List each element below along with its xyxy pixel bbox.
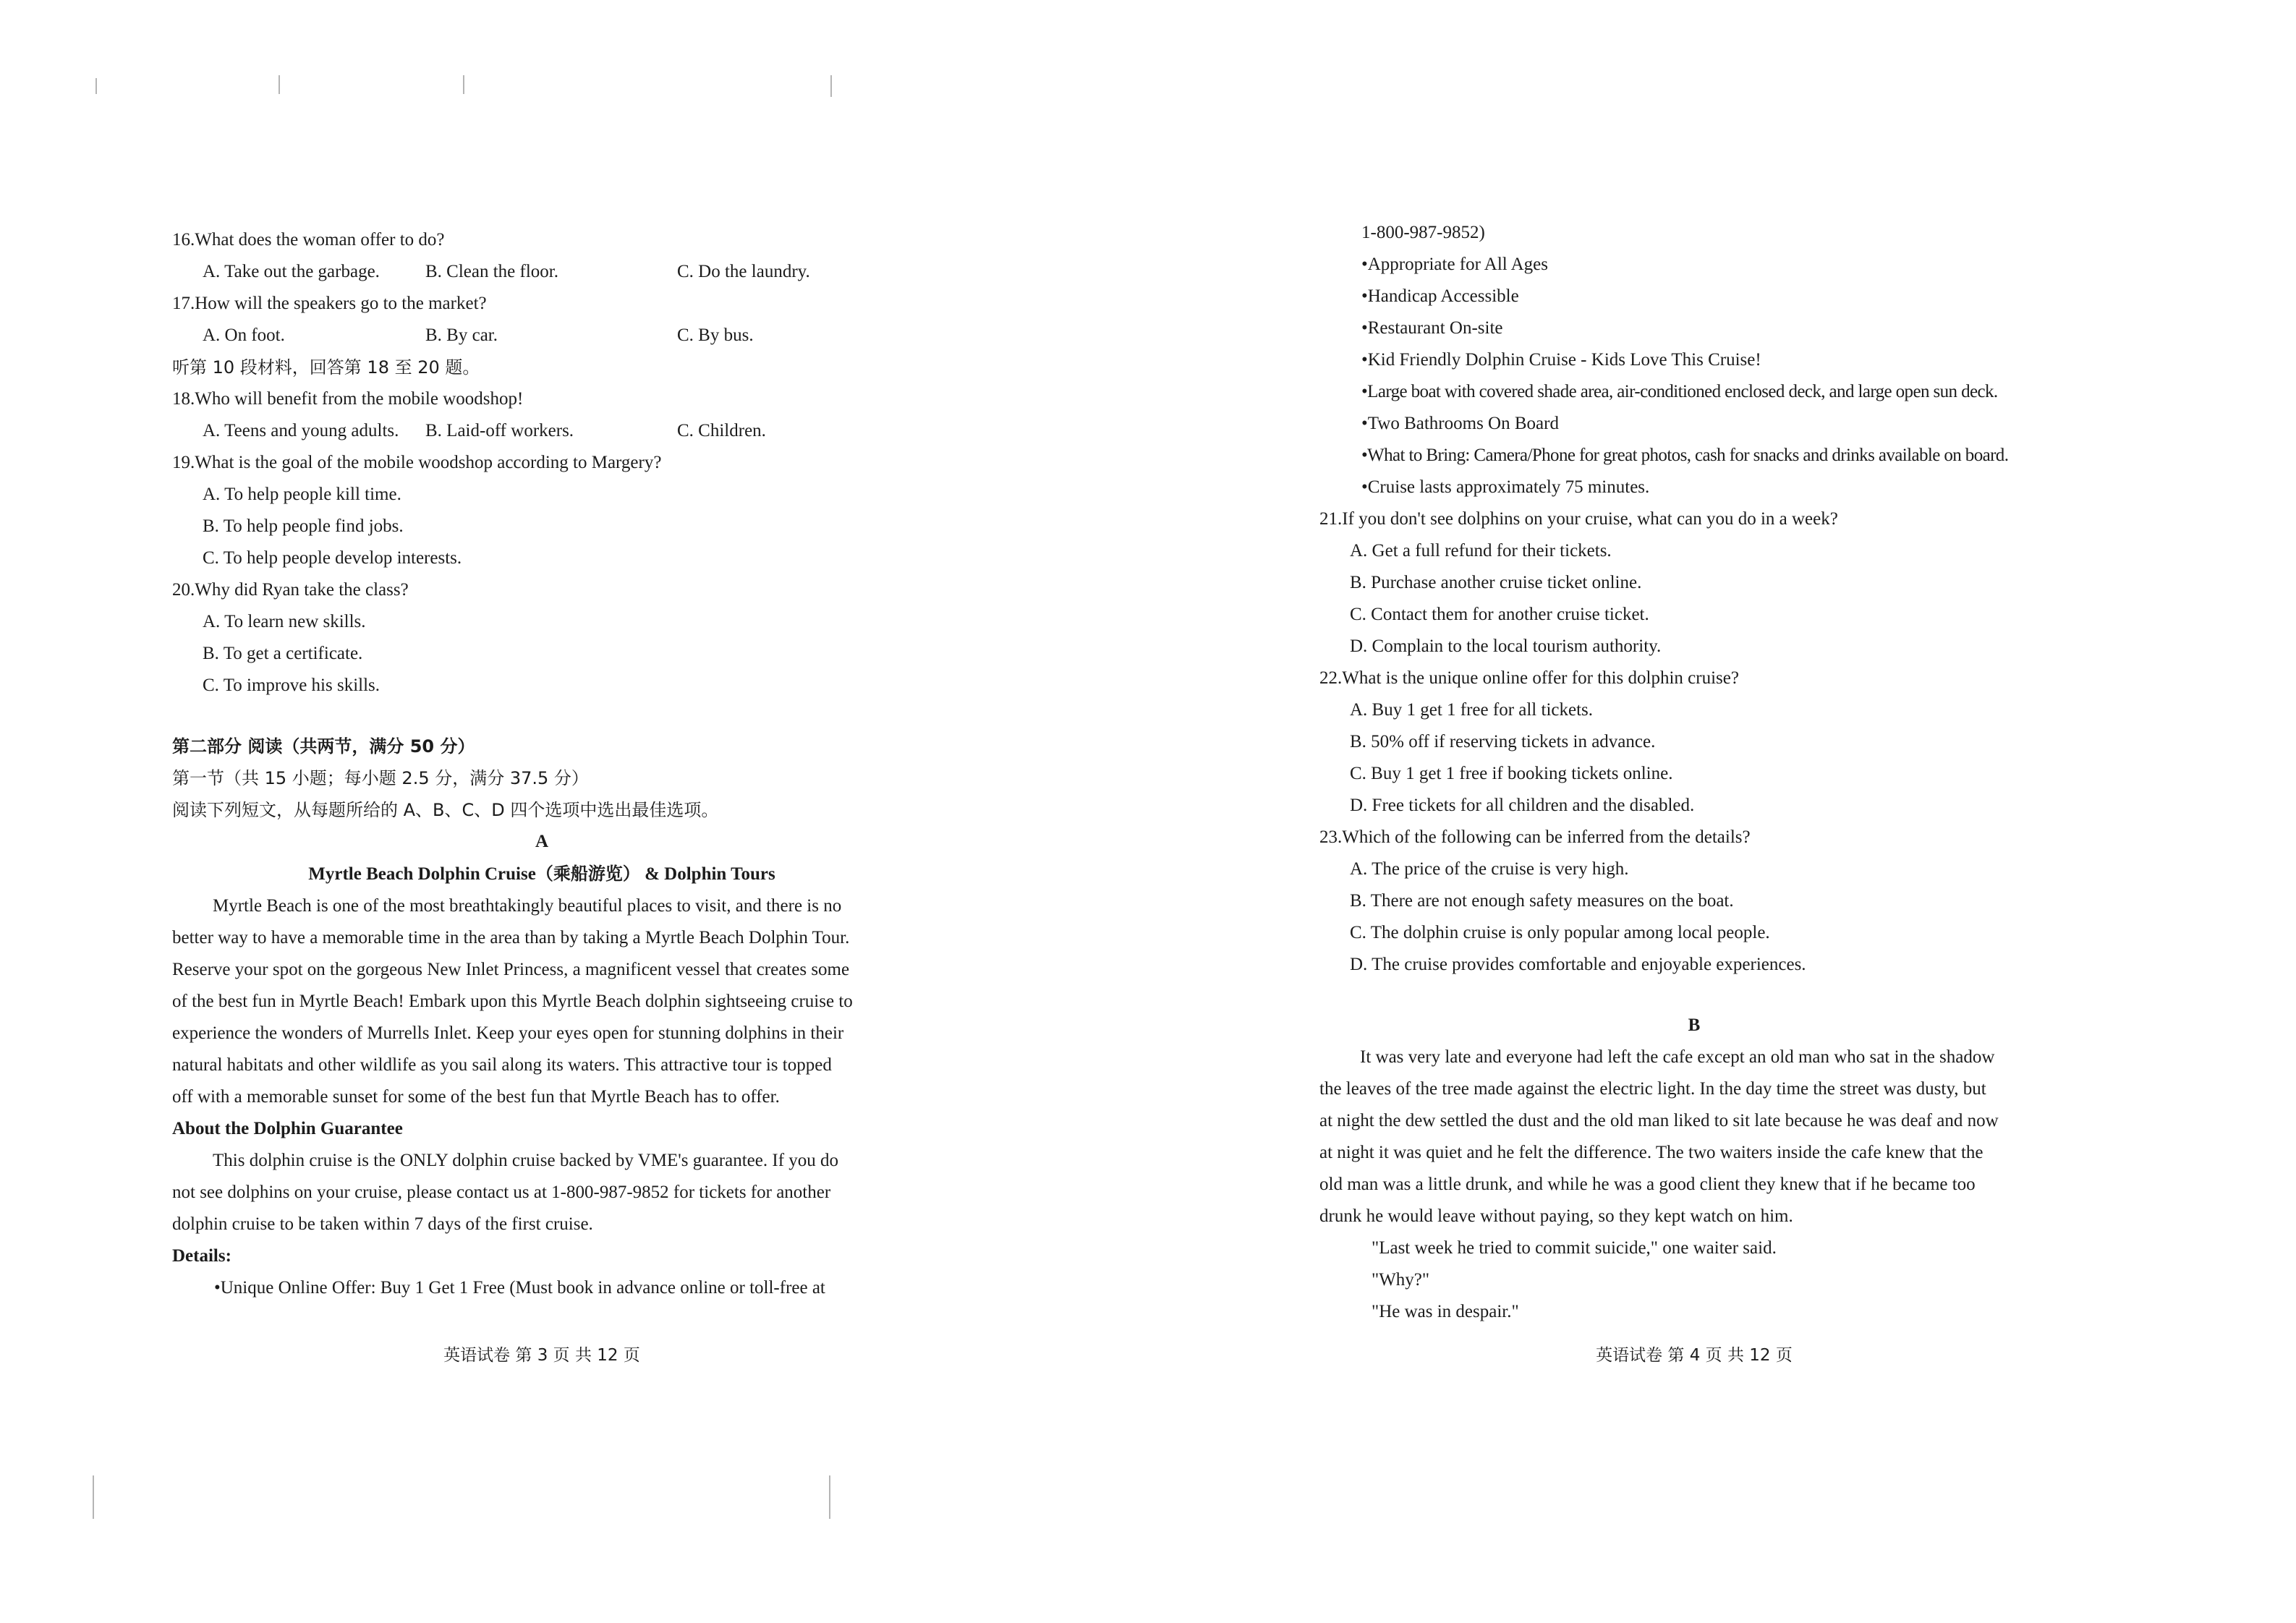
question-21-stem: 21.If you don't see dolphins on your cruise, what can you do in a week? [1319, 509, 1838, 529]
option-a: A. On foot. [203, 325, 285, 345]
option-d: D. Free tickets for all children and the disabled. [1350, 796, 1695, 815]
text-line: Reserve your spot on the gorgeous New Inlet Princess, a magnificent vessel that creates some [172, 960, 850, 979]
scan-mark [829, 1475, 830, 1519]
details-item: •Kid Friendly Dolphin Cruise - Kids Love This Cruise! [1361, 350, 1761, 370]
option-c: C. Children. [677, 421, 766, 440]
option-c: C. Contact them for another cruise ticket. [1350, 605, 1649, 624]
details-item: •What to Bring: Camera/Phone for great photos, cash for snacks and drinks available on board. [1361, 446, 2009, 465]
guarantee-paragraph [172, 1145, 911, 1240]
details-item: •Appropriate for All Ages [1361, 255, 1549, 274]
option-c: C. Buy 1 get 1 free if booking tickets online. [1350, 764, 1673, 783]
option-a: A. The price of the cruise is very high. [1350, 859, 1629, 879]
scan-mark [463, 75, 464, 94]
option-c: C. To help people develop interests. [203, 548, 462, 568]
spacer [172, 702, 911, 730]
option-a: A. To learn new skills. [203, 612, 366, 631]
option-b: B. To help people find jobs. [203, 516, 404, 536]
question-22-stem: 22.What is the unique online offer for this dolphin cruise? [1319, 668, 1739, 688]
passage-title-main: Myrtle Beach Dolphin Cruise [308, 864, 536, 884]
text-line: old man was a little drunk, and while he was a good client they knew that if he became too [1319, 1175, 1976, 1194]
right-column [1319, 217, 2069, 1328]
passage-letter-a: A [535, 832, 549, 851]
question-17-options [172, 320, 911, 352]
details-item: •Restaurant On-site [1361, 318, 1503, 338]
question-16-stem: 16.What does the woman offer to do? [172, 230, 445, 250]
details-continuation: 1-800-987-9852) [1361, 223, 1485, 242]
question-17-stem: 17.How will the speakers go to the market? [172, 294, 487, 313]
dialogue-line: "Last week he tried to commit suicide," one waiter said. [1372, 1238, 1777, 1258]
details-item: •Cruise lasts approximately 75 minutes. [1361, 477, 1650, 497]
text-line: not see dolphins on your cruise, please contact us at 1-800-987-9852 for tickets for another [172, 1183, 831, 1202]
option-d: D. The cruise provides comfortable and enjoyable experiences. [1350, 955, 1806, 974]
scan-mark [830, 75, 832, 97]
passage-letter-b: B [1688, 1015, 1701, 1035]
section-1-heading: 第一节（共 15 小题；每小题 2.5 分，满分 37.5 分） [172, 768, 589, 788]
option-a: A. Teens and young adults. [203, 421, 399, 440]
passage-title [172, 858, 911, 890]
option-c: C. By bus. [677, 325, 754, 345]
question-18-stem: 18.Who will benefit from the mobile woodshop! [172, 389, 524, 409]
text-line: dolphin cruise to be taken within 7 days of the first cruise. [172, 1214, 593, 1234]
option-c: C. Do the laundry. [677, 262, 810, 281]
passage-title-tail: & Dolphin Tours [645, 864, 775, 884]
text-line: at night the dew settled the dust and the old man liked to sit late because he was deaf and now [1319, 1111, 1999, 1130]
passage-b-paragraph-1 [1319, 1041, 2069, 1232]
text-line: off with a memorable sunset for some of the best fun that Myrtle Beach has to offer. [172, 1087, 780, 1107]
page-footer: 英语试卷 第 3 页 共 12 页 [443, 1346, 640, 1365]
text-line: This dolphin cruise is the ONLY dolphin cruise backed by VME's guarantee. If you do [213, 1151, 839, 1170]
option-b: B. 50% off if reserving tickets in advance. [1350, 732, 1656, 751]
text-line: It was very late and everyone had left the cafe except an old man who sat in the shadow [1360, 1047, 1995, 1067]
text-line: drunk he would leave without paying, so they kept watch on him. [1319, 1206, 1793, 1226]
question-16-options [172, 256, 911, 288]
option-a: A. Get a full refund for their tickets. [1350, 541, 1612, 561]
option-b: B. By car. [425, 325, 498, 345]
option-b: B. Clean the floor. [425, 262, 558, 281]
details-item: •Handicap Accessible [1361, 286, 1519, 306]
section-10-instruction: 听第 10 段材料，回答第 18 至 20 题。 [172, 357, 480, 378]
scan-mark [95, 78, 97, 94]
details-item: •Unique Online Offer: Buy 1 Get 1 Free (Must book in advance online or toll-free at [214, 1278, 825, 1298]
option-b: B. There are not enough safety measures on the boat. [1350, 891, 1734, 911]
details-item: •Two Bathrooms On Board [1361, 414, 1559, 433]
text-line: better way to have a memorable time in the area than by taking a Myrtle Beach Dolphin Tour. [172, 928, 850, 947]
option-a: A. Buy 1 get 1 free for all tickets. [1350, 700, 1594, 720]
question-20-stem: 20.Why did Ryan take the class? [172, 580, 409, 600]
details-heading: Details: [172, 1246, 231, 1266]
details-item: •Large boat with covered shade area, air-conditioned enclosed deck, and large open sun deck. [1361, 382, 1998, 401]
spacer [1319, 981, 2069, 1010]
option-a: A. Take out the garbage. [203, 262, 380, 281]
dialogue-line: "He was in despair." [1372, 1302, 1519, 1321]
question-19-stem: 19.What is the goal of the mobile woodshop according to Margery? [172, 453, 662, 472]
text-line: at night it was quiet and he felt the difference. The two waiters inside the cafe knew that the [1319, 1143, 1984, 1162]
page-footer: 英语试卷 第 4 页 共 12 页 [1596, 1346, 1793, 1365]
option-b: B. To get a certificate. [203, 644, 363, 663]
text-line: natural habitats and other wildlife as you sail along its waters. This attractive tour is topped [172, 1055, 832, 1075]
passage-a-paragraph-1 [172, 890, 911, 1113]
passage-title-chinese: （乘船游览） [535, 864, 640, 884]
option-b: B. Laid-off workers. [425, 421, 574, 440]
question-18-options [172, 415, 911, 447]
option-a: A. To help people kill time. [203, 485, 401, 504]
scan-mark [279, 75, 280, 94]
option-d: D. Complain to the local tourism authority. [1350, 636, 1662, 656]
left-column [172, 224, 911, 1304]
option-b: B. Purchase another cruise ticket online. [1350, 573, 1642, 592]
guarantee-heading: About the Dolphin Guarantee [172, 1119, 403, 1138]
dialogue-line: "Why?" [1372, 1270, 1430, 1290]
option-c: C. To improve his skills. [203, 676, 380, 695]
scan-mark [93, 1475, 94, 1519]
reading-instruction: 阅读下列短文，从每题所给的 A、B、C、D 四个选项中选出最佳选项。 [172, 800, 719, 820]
text-line: of the best fun in Myrtle Beach! Embark upon this Myrtle Beach dolphin sightseeing cruise to [172, 992, 853, 1011]
option-c: C. The dolphin cruise is only popular among local people. [1350, 923, 1770, 942]
text-line: Myrtle Beach is one of the most breathtakingly beautiful places to visit, and there is no [213, 896, 842, 916]
text-line: experience the wonders of Murrells Inlet. Keep your eyes open for stunning dolphins in their [172, 1023, 844, 1043]
part-2-heading: 第二部分 阅读（共两节，满分 50 分） [172, 736, 475, 757]
text-line: the leaves of the tree made against the electric light. In the day time the street was dusty, but [1319, 1079, 1986, 1099]
question-23-stem: 23.Which of the following can be inferred from the details? [1319, 827, 1751, 847]
